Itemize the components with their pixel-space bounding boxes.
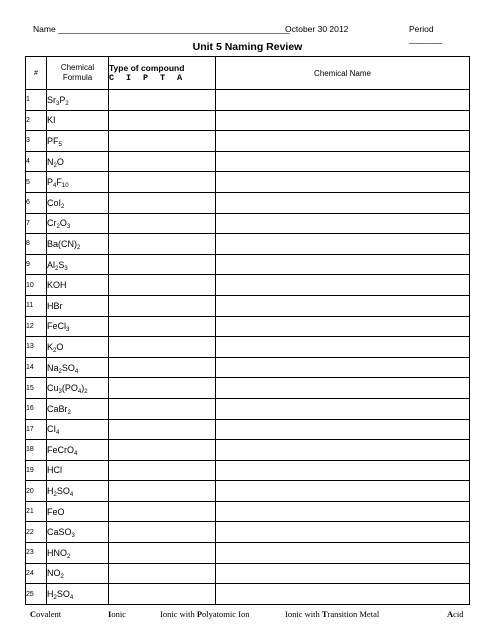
legend-acid: [447, 609, 464, 619]
row-number: 10: [26, 275, 47, 296]
period-blank: _______: [409, 34, 443, 44]
table-body: [26, 90, 470, 605]
compound-type-cell[interactable]: [109, 131, 216, 152]
compound-type-cell[interactable]: [109, 337, 216, 358]
row-number: 4: [26, 151, 47, 172]
chemical-name-cell[interactable]: [216, 357, 470, 378]
compound-type-cell[interactable]: [109, 440, 216, 461]
chemical-formula: [47, 522, 109, 543]
formula-subscript: 2: [56, 224, 60, 231]
table-row: [26, 254, 470, 275]
chemical-formula: [47, 460, 109, 481]
row-number: 16: [26, 398, 47, 419]
chemical-name-cell[interactable]: [216, 192, 470, 213]
table-row: [26, 419, 470, 440]
formula-subscript: 3: [56, 100, 60, 107]
formula-text: P: [59, 94, 66, 105]
compound-type-cell[interactable]: [109, 501, 216, 522]
legend-transition-initial: T: [321, 609, 328, 619]
formula-subscript: 2: [67, 553, 71, 560]
formula-subscript: 4: [74, 450, 78, 457]
formula-subscript: 4: [56, 430, 60, 437]
formula-text: Al: [47, 259, 56, 270]
chemical-name-cell[interactable]: [216, 378, 470, 399]
chemical-formula: [47, 419, 109, 440]
table-row: [26, 131, 470, 152]
row-number: 24: [26, 563, 47, 584]
row-number: 2: [26, 110, 47, 131]
formula-text: ): [81, 383, 85, 394]
formula-subscript: 2: [67, 409, 71, 416]
row-number: 5: [26, 172, 47, 193]
chemical-name-cell[interactable]: [216, 460, 470, 481]
chemical-name-cell[interactable]: [216, 254, 470, 275]
row-number: 3: [26, 131, 47, 152]
compound-type-cell[interactable]: [109, 172, 216, 193]
table-row: [26, 440, 470, 461]
table-row: [26, 275, 470, 296]
chemical-name-cell[interactable]: [216, 563, 470, 584]
formula-subscript: 2: [84, 389, 88, 396]
legend-covalent: [30, 609, 61, 619]
formula-subscript: 3: [71, 533, 75, 540]
chemical-name-cell[interactable]: [216, 398, 470, 419]
type-code-acid: A: [177, 73, 183, 83]
chemical-name-cell[interactable]: [216, 172, 470, 193]
table-row: [26, 460, 470, 481]
table-row: [26, 584, 470, 605]
formula-header-line2: Formula: [62, 73, 93, 82]
table-row: [26, 110, 470, 131]
formula-subscript: 3: [58, 389, 62, 396]
compound-type-cell[interactable]: [109, 110, 216, 131]
formula-subscript: 3: [64, 265, 68, 272]
compound-type-cell[interactable]: [109, 254, 216, 275]
legend-acid-rest: cid: [453, 609, 464, 619]
compound-type-cell[interactable]: [109, 90, 216, 111]
chemical-formula: [47, 131, 109, 152]
formula-text: P: [47, 177, 54, 188]
table-row: [26, 192, 470, 213]
compound-type-cell[interactable]: [109, 584, 216, 605]
table-row: [26, 213, 470, 234]
compound-type-cell[interactable]: [109, 275, 216, 296]
row-number: 20: [26, 481, 47, 502]
chemical-formula: [47, 254, 109, 275]
formula-text: SO: [61, 362, 75, 373]
formula-text: HNO: [47, 547, 67, 558]
formula-subscript: 4: [77, 389, 82, 396]
formula-text: NO: [47, 568, 61, 579]
chemical-name-cell[interactable]: [216, 522, 470, 543]
chemical-formula: [47, 192, 109, 213]
compound-type-cell[interactable]: [109, 295, 216, 316]
row-number: 12: [26, 316, 47, 337]
chemical-name-cell[interactable]: [216, 419, 470, 440]
row-number: 22: [26, 522, 47, 543]
type-code-transition: T: [160, 73, 166, 83]
row-number: 25: [26, 584, 47, 605]
row-number: 6: [26, 192, 47, 213]
formula-text: SO: [56, 486, 70, 497]
name-label: Name: [33, 24, 56, 34]
row-number: 1: [26, 90, 47, 111]
legend-polyatomic-rest: olyatomic Ion: [202, 609, 250, 619]
chemical-formula: [47, 316, 109, 337]
compound-type-cell[interactable]: [109, 378, 216, 399]
formula-text: (PO: [61, 383, 78, 394]
formula-text: KOH: [47, 280, 67, 291]
chemical-formula: [47, 295, 109, 316]
table-row: [26, 398, 470, 419]
formula-text: CaSO: [47, 527, 72, 538]
legend-polyatomic: [160, 609, 249, 619]
formula-text: FeCl: [47, 321, 67, 332]
formula-text: Na: [47, 362, 59, 373]
chemical-formula: [47, 563, 109, 584]
date-text: October 30 2012: [285, 24, 349, 34]
name-line: [33, 24, 290, 34]
table-row: [26, 295, 470, 316]
chemical-formula: [47, 584, 109, 605]
column-header-number: #: [26, 57, 47, 90]
formula-text: S: [58, 259, 65, 270]
formula-subscript: 2: [60, 574, 64, 581]
worksheet-title: Unit 5 Naming Review: [192, 41, 303, 53]
chemical-name-cell[interactable]: [216, 501, 470, 522]
formula-subscript: 4: [74, 368, 79, 375]
chemical-name-cell[interactable]: [216, 213, 470, 234]
chemical-name-cell[interactable]: [216, 90, 470, 111]
row-number: 13: [26, 337, 47, 358]
chemical-formula: [47, 172, 109, 193]
type-code-polyatomic: P: [143, 73, 149, 83]
formula-text: HBr: [47, 300, 63, 311]
chemical-formula: [47, 275, 109, 296]
table-row: [26, 151, 470, 172]
period-label: Period: [409, 24, 434, 34]
formula-text: SO: [56, 589, 70, 600]
chemical-formula: [47, 543, 109, 564]
row-number: 11: [26, 295, 47, 316]
formula-subscript: 2: [53, 162, 57, 169]
compound-type-cell[interactable]: [109, 213, 216, 234]
formula-subscript: 2: [65, 100, 69, 107]
formula-text: O: [56, 341, 64, 352]
chemical-formula: [47, 398, 109, 419]
name-blank: _________________________________________________: [58, 24, 290, 34]
chemical-formula: [47, 501, 109, 522]
chemical-name-cell[interactable]: [216, 131, 470, 152]
chemical-name-cell[interactable]: [216, 316, 470, 337]
formula-subscript: 2: [77, 244, 81, 251]
table-row: [26, 316, 470, 337]
legend-ionic-rest: onic: [111, 609, 126, 619]
chemical-name-cell[interactable]: [216, 440, 470, 461]
legend-transition: [285, 609, 379, 619]
compound-type-cell[interactable]: [109, 481, 216, 502]
compound-type-cell[interactable]: [109, 316, 216, 337]
formula-text: O: [59, 218, 67, 229]
type-code-ionic: I: [126, 73, 132, 83]
formula-subscript: 4: [53, 183, 57, 190]
legend-transition-rest: ransition Metal: [327, 609, 380, 619]
compound-type-cell[interactable]: [109, 543, 216, 564]
chemical-name-cell[interactable]: [216, 481, 470, 502]
type-header-title: Type of compound: [109, 63, 185, 73]
page-header: [33, 24, 465, 44]
formula-text: H: [47, 486, 54, 497]
formula-subscript: 3: [66, 327, 70, 334]
legend-covalent-initial: C: [30, 609, 37, 619]
chemical-name-cell[interactable]: [216, 337, 470, 358]
table-row: [26, 234, 470, 255]
legend-polyatomic-initial: P: [196, 609, 203, 619]
formula-subscript: 2: [61, 203, 65, 210]
formula-text: F: [56, 177, 62, 188]
row-number: 14: [26, 357, 47, 378]
formula-text: HCl: [47, 465, 62, 476]
chemical-name-cell[interactable]: [216, 543, 470, 564]
formula-subscript: 3: [66, 224, 71, 231]
formula-text: K: [47, 341, 54, 352]
row-number: 7: [26, 213, 47, 234]
compound-type-cell[interactable]: [109, 192, 216, 213]
column-header-type: [109, 57, 216, 90]
chemical-name-cell[interactable]: [216, 584, 470, 605]
chemical-formula: [47, 337, 109, 358]
row-number: 21: [26, 501, 47, 522]
formula-text: H: [47, 589, 54, 600]
compound-type-cell[interactable]: [109, 460, 216, 481]
formula-text: Cu: [47, 383, 59, 394]
column-header-formula: [47, 57, 109, 90]
legend-ionic: [108, 609, 126, 619]
table-row: [26, 543, 470, 564]
formula-text: Sr: [47, 94, 56, 105]
type-code-covalent: C: [109, 73, 115, 83]
formula-text: FeO: [47, 506, 65, 517]
compound-type-legend: [30, 609, 470, 623]
formula-subscript: 4: [69, 492, 74, 499]
formula-text: Ba(CN): [47, 238, 78, 249]
table-row: [26, 337, 470, 358]
formula-subscript: 4: [69, 595, 74, 602]
chemical-name-cell[interactable]: [216, 151, 470, 172]
formula-subscript: 5: [58, 141, 62, 148]
formula-text: CI: [47, 424, 56, 435]
formula-text: FeCrO: [47, 444, 74, 455]
legend-covalent-rest: ovalent: [36, 609, 62, 619]
row-number: 17: [26, 419, 47, 440]
row-number: 23: [26, 543, 47, 564]
formula-text: O: [56, 156, 64, 167]
formula-text: PF: [47, 135, 59, 146]
legend-ionic-initial: I: [108, 609, 112, 619]
chemical-formula: [47, 110, 109, 131]
formula-subscript: 2: [55, 265, 59, 272]
row-number: 18: [26, 440, 47, 461]
formula-subscript: 10: [61, 183, 69, 190]
table-row: [26, 172, 470, 193]
chemical-name-cell[interactable]: [216, 110, 470, 131]
chemical-name-cell[interactable]: [216, 275, 470, 296]
row-number: 19: [26, 460, 47, 481]
chemical-formula: [47, 234, 109, 255]
chemical-formula: [47, 378, 109, 399]
table-row: [26, 90, 470, 111]
formula-subscript: 2: [58, 368, 62, 375]
compound-type-cell[interactable]: [109, 357, 216, 378]
table-header-row: [26, 57, 470, 90]
chemical-formula: [47, 481, 109, 502]
legend-polyatomic-pre: Ionic with: [160, 609, 197, 619]
compound-type-cell[interactable]: [109, 563, 216, 584]
formula-text: N: [47, 156, 54, 167]
row-number: 15: [26, 378, 47, 399]
compound-type-cell[interactable]: [109, 522, 216, 543]
naming-review-table: [25, 56, 470, 605]
column-header-chemical-name: Chemical Name: [216, 57, 470, 90]
table-row: [26, 563, 470, 584]
chemical-formula: [47, 90, 109, 111]
formula-text: CaBr: [47, 403, 68, 414]
chemical-formula: [47, 357, 109, 378]
chemical-formula: [47, 151, 109, 172]
compound-type-cell[interactable]: [109, 234, 216, 255]
formula-subscript: 2: [53, 595, 57, 602]
legend-acid-initial: A: [447, 609, 454, 619]
type-letter-codes: [109, 73, 215, 83]
chemical-formula: [47, 440, 109, 461]
chemical-name-cell[interactable]: [216, 234, 470, 255]
row-number: 9: [26, 254, 47, 275]
chemical-formula: [47, 213, 109, 234]
table-row: [26, 481, 470, 502]
formula-text: CoI: [47, 197, 62, 208]
chemical-name-cell[interactable]: [216, 295, 470, 316]
formula-header-line1: Chemical: [60, 63, 95, 72]
row-number: 8: [26, 234, 47, 255]
compound-type-cell[interactable]: [109, 419, 216, 440]
formula-text: KI: [47, 115, 56, 126]
table-row: [26, 522, 470, 543]
table-row: [26, 378, 470, 399]
table-row: [26, 357, 470, 378]
compound-type-cell[interactable]: [109, 398, 216, 419]
table-row: [26, 501, 470, 522]
legend-transition-pre: Ionic with: [285, 609, 322, 619]
formula-subscript: 2: [53, 492, 57, 499]
formula-text: Cr: [47, 218, 57, 229]
formula-subscript: 2: [53, 347, 57, 354]
compound-type-cell[interactable]: [109, 151, 216, 172]
